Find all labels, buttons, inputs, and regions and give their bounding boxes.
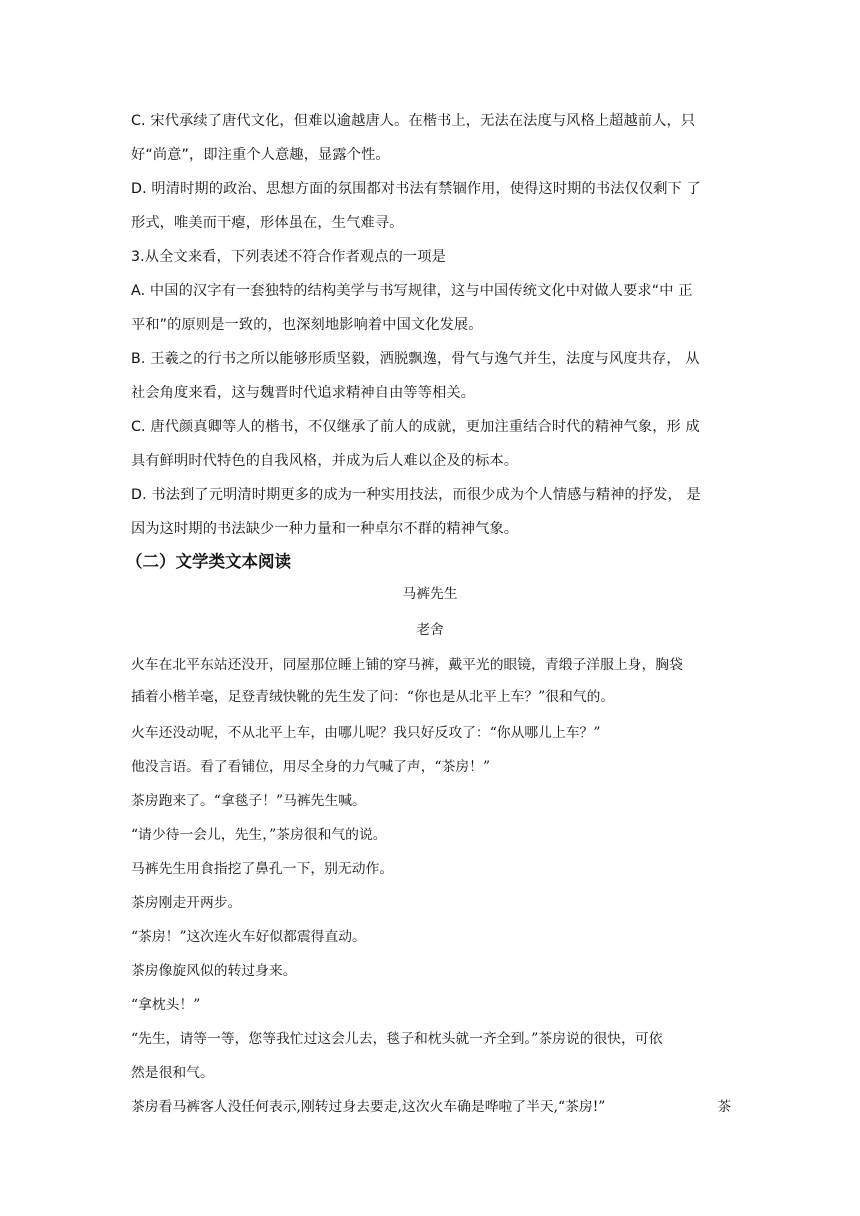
paragraph-10: “拿枕头！” (131, 997, 201, 1013)
story-author: 老舍 (416, 622, 444, 638)
option-c-line-2: 好“尚意”，即注重个人意趣，显露个性。 (131, 147, 390, 163)
paragraph-12-text: 茶房看马裤客人没任何表示,刚转过身去要走,这次火车确是哗啦了半天,“茶房!” (131, 1099, 606, 1115)
paragraph-12-line-1 (131, 1097, 731, 1117)
paragraph-6: 马裤先生用食指挖了鼻孔一下，别无动作。 (131, 861, 394, 877)
option-d-line-2: 形式，唯美而干瘪，形体虽在，生气难寻。 (131, 215, 404, 231)
option-d-line-1: D. 明清时期的政治、思想方面的氛围都对书法有禁锢作用，使得这时期的书法仅仅剩下 了 (131, 181, 701, 197)
option-c-line-1: C. 宋代承续了唐代文化，但难以逾越唐人。在楷书上，无法在法度与风格上超越前人，只 (131, 113, 696, 129)
paragraph-11-line-1: “先生，请等一等，您等我忙过这会儿去，毯子和枕头就一齐全到。”茶房说的很快，可依 (131, 1031, 663, 1047)
paragraph-1-line-1: 火车在北平东站还没开，同屋那位睡上铺的穿马裤，戴平光的眼镜，青缎子洋服上身，胸袋 (131, 657, 683, 673)
paragraph-12-trailing-char: 茶 (717, 1099, 731, 1115)
q3-option-a-line-2: 平和”的原则是一致的，也深刻地影响着中国文化发展。 (131, 317, 483, 333)
q3-option-c-line-1: C. 唐代颜真卿等人的楷书，不仅继承了前人的成就，更加注重结合时代的精神气象，形 成 (131, 419, 700, 435)
paragraph-1-line-2: 插着小楷羊毫，足登青绒快靴的先生发了问：“你也是从北平上车？”很和气的。 (131, 689, 615, 705)
q3-option-d-line-2: 因为这时期的书法缺少一种力量和一种卓尔不群的精神气象。 (131, 521, 519, 537)
q3-option-d-line-1: D. 书法到了元明清时期更多的成为一种实用技法，而很少成为个人情感与精神的抒发， 是 (131, 487, 701, 503)
paragraph-2: 火车还没动呢，不从北平上车，由哪儿呢？我只好反攻了：“你从哪儿上车？” (131, 725, 601, 741)
paragraph-3: 他没言语。看了看铺位，用尽全身的力气喊了声，“茶房！” (131, 759, 491, 775)
question-3-stem: 3.从全文来看，下列表述不符合作者观点的一项是 (131, 249, 446, 265)
paragraph-4: 茶房跑来了。“拿毯子！”马裤先生喊。 (131, 793, 366, 809)
q3-option-b-line-1: B. 王羲之的行书之所以能够形质坚毅，洒脱飘逸，骨气与逸气并生，法度与风度共存， 从 (131, 351, 700, 367)
paragraph-11-line-2: 然是很和气。 (131, 1065, 214, 1081)
paragraph-7: 茶房刚走开两步。 (131, 895, 242, 911)
paragraph-8: “茶房！”这次连火车好似都震得直动。 (131, 929, 366, 945)
paragraph-9: 茶房像旋风似的转过身来。 (131, 963, 297, 979)
q3-option-a-line-1: A. 中国的汉字有一套独特的结构美学与书写规律，这与中国传统文化中对做人要求“中 正 (131, 283, 693, 299)
q3-option-c-line-2: 具有鲜明时代特色的自我风格，并成为后人难以企及的标本。 (131, 453, 519, 469)
story-title: 马裤先生 (402, 586, 458, 602)
q3-option-b-line-2: 社会角度来看，这与魏晋时代追求精神自由等等相关。 (131, 385, 476, 401)
section-heading: （二）文学类文本阅读 (126, 552, 291, 571)
paragraph-5: “请少待一会儿，先生，”茶房很和气的说。 (131, 827, 387, 843)
